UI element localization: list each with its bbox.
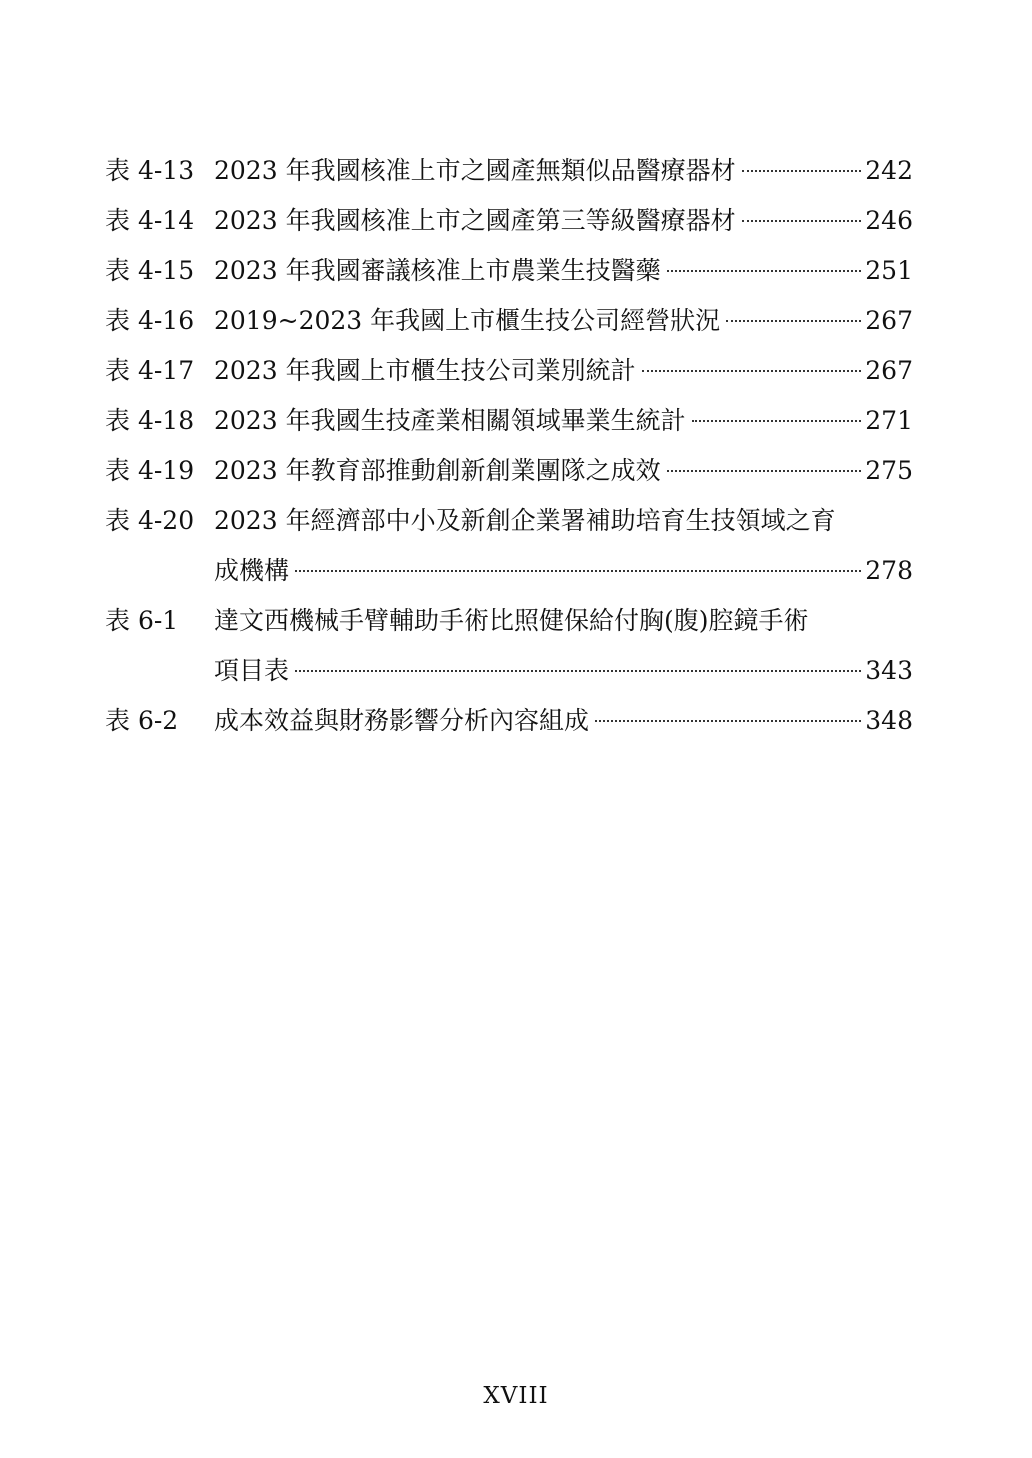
toc-entry-title: 2019~2023 年我國上市櫃生技公司經營狀況 bbox=[214, 306, 721, 335]
dot-leader bbox=[692, 420, 862, 422]
toc-entry-title: 成機構 bbox=[214, 556, 290, 585]
toc-entry-page-number: 348 bbox=[865, 706, 913, 735]
toc-entry-page-number: 275 bbox=[865, 456, 913, 485]
toc-entry-line bbox=[214, 646, 913, 696]
toc-entry-label: 表 4-19 bbox=[105, 456, 195, 485]
toc-entry-line bbox=[214, 346, 913, 396]
toc-entry-line bbox=[214, 296, 913, 346]
page-footer-number: XVIII bbox=[483, 1383, 549, 1409]
toc-entry-title: 成本效益與財務影響分析內容組成 bbox=[214, 706, 590, 735]
toc-entry-label: 表 6-1 bbox=[105, 606, 179, 635]
toc-entry-body bbox=[214, 396, 913, 446]
toc-entry-page-number: 278 bbox=[865, 556, 913, 585]
toc-entry-body bbox=[214, 196, 913, 246]
toc-entry-body bbox=[214, 696, 913, 746]
toc-entry-body bbox=[214, 496, 913, 596]
toc-entry-page-number: 271 bbox=[865, 406, 913, 435]
toc-entry-label: 表 4-20 bbox=[105, 506, 195, 535]
toc-entry-line bbox=[214, 146, 913, 196]
toc-entry-label: 表 4-13 bbox=[105, 156, 195, 185]
toc-entry-title: 2023 年我國核准上市之國產無類似品醫療器材 bbox=[214, 156, 736, 185]
toc-entry-title: 2023 年我國核准上市之國產第三等級醫療器材 bbox=[214, 206, 736, 235]
toc-entry-4-16[interactable] bbox=[105, 296, 913, 346]
toc-entry-label: 表 4-16 bbox=[105, 306, 195, 335]
table-of-contents-list bbox=[105, 146, 913, 746]
toc-entry-body bbox=[214, 146, 913, 196]
toc-entry-line bbox=[214, 196, 913, 246]
toc-entry-body bbox=[214, 596, 913, 696]
toc-entry-line bbox=[214, 396, 913, 446]
toc-entry-page-number: 251 bbox=[865, 256, 913, 285]
dot-leader bbox=[295, 570, 861, 572]
toc-entry-body bbox=[214, 296, 913, 346]
toc-entry-6-2[interactable] bbox=[105, 696, 913, 746]
toc-entry-4-17[interactable] bbox=[105, 346, 913, 396]
dot-leader bbox=[667, 470, 862, 472]
dot-leader bbox=[595, 720, 861, 722]
dot-leader bbox=[742, 170, 862, 172]
toc-entry-title: 2023 年我國上市櫃生技公司業別統計 bbox=[214, 356, 636, 385]
toc-entry-page-number: 242 bbox=[865, 156, 913, 185]
toc-entry-6-1[interactable] bbox=[105, 596, 913, 696]
toc-entry-line bbox=[214, 246, 913, 296]
toc-entry-4-20[interactable] bbox=[105, 496, 913, 596]
toc-entry-body bbox=[214, 346, 913, 396]
toc-entry-4-14[interactable] bbox=[105, 196, 913, 246]
toc-entry-line bbox=[214, 696, 913, 746]
toc-entry-title-line-1: 達文西機械手臂輔助手術比照健保給付胸(腹)腔鏡手術 bbox=[214, 606, 809, 635]
toc-entry-line bbox=[214, 546, 913, 596]
toc-entry-title: 2023 年我國審議核准上市農業生技醫藥 bbox=[214, 256, 661, 285]
toc-entry-body bbox=[214, 446, 913, 496]
toc-entry-title: 2023 年我國生技產業相關領域畢業生統計 bbox=[214, 406, 686, 435]
toc-entry-page-number: 267 bbox=[865, 356, 913, 385]
toc-entry-label: 表 4-17 bbox=[105, 356, 195, 385]
toc-entry-page-number: 343 bbox=[865, 656, 913, 685]
toc-entry-4-13[interactable] bbox=[105, 146, 913, 196]
toc-entry-page-number: 246 bbox=[865, 206, 913, 235]
toc-entry-label: 表 4-18 bbox=[105, 406, 195, 435]
dot-leader bbox=[742, 220, 862, 222]
toc-entry-title: 項目表 bbox=[214, 656, 290, 685]
dot-leader bbox=[726, 320, 861, 322]
dot-leader bbox=[642, 370, 862, 372]
dot-leader bbox=[295, 670, 861, 672]
toc-entry-line bbox=[214, 446, 913, 496]
toc-entry-title-line-1: 2023 年經濟部中小及新創企業署補助培育生技領域之育 bbox=[214, 506, 836, 535]
toc-entry-label: 表 4-14 bbox=[105, 206, 195, 235]
toc-entry-4-18[interactable] bbox=[105, 396, 913, 446]
toc-entry-title: 2023 年教育部推動創新創業團隊之成效 bbox=[214, 456, 661, 485]
toc-entry-label: 表 4-15 bbox=[105, 256, 195, 285]
dot-leader bbox=[667, 270, 862, 272]
toc-entry-4-15[interactable] bbox=[105, 246, 913, 296]
toc-entry-page-number: 267 bbox=[865, 306, 913, 335]
toc-entry-label: 表 6-2 bbox=[105, 706, 179, 735]
toc-entry-4-19[interactable] bbox=[105, 446, 913, 496]
toc-entry-body bbox=[214, 246, 913, 296]
